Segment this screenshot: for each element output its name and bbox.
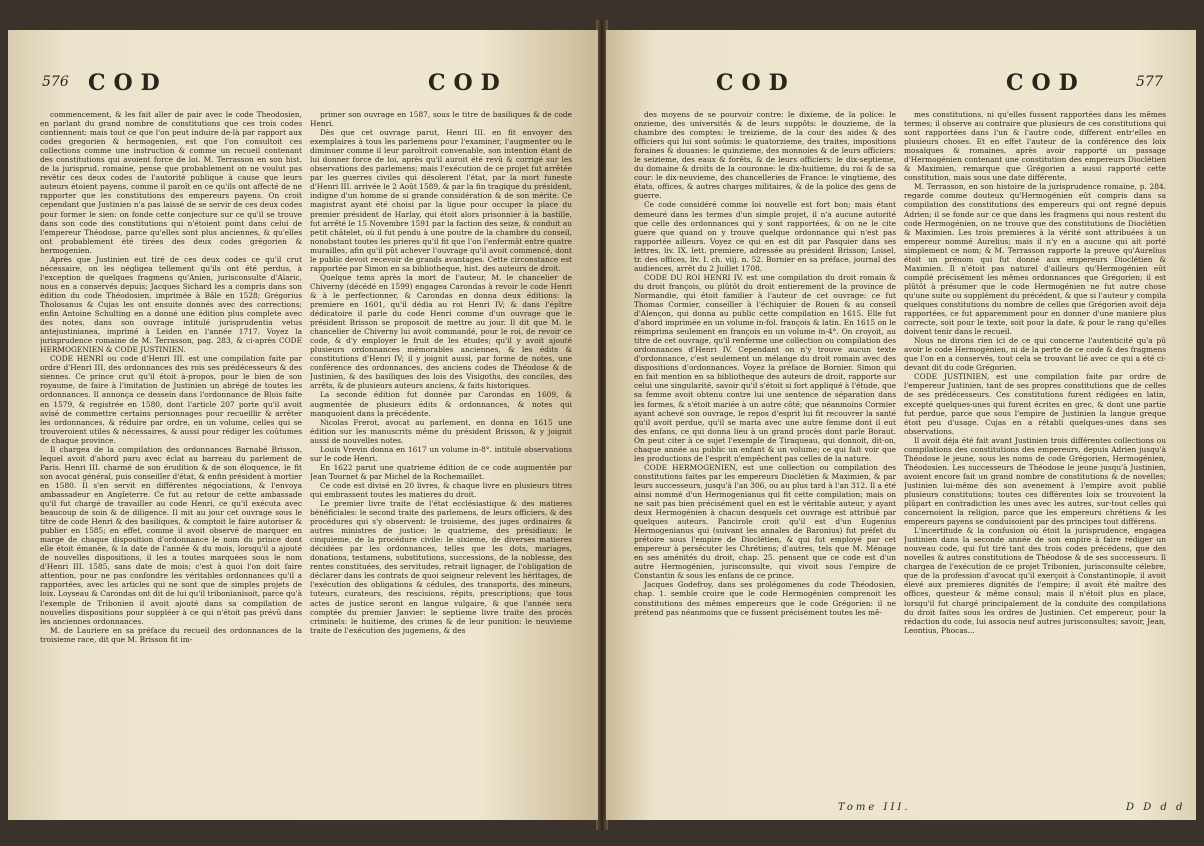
paragraph: CODE HERMOGENIEN, est une collection ou compilation des constitutions faites par les empereurs Dioclétien & Maximien, & par leurs successeurs, jusqu'à l'an 306, ou au plus tard à l'an 312. Il a été ainsi nommé d'un Hermogenianus qui fit cette compilation; mais on ne sait pas bien précisément quel en est le véritable auteur, y ayant deux Hermogénien à chacun desquels cet ouvrage est attribué par quelques auteurs. Pancirole croit qu'il est d'un Eugenius Hermogenianus qui (suivant les annales de Baronius) fut préfet du prétoire sous l'empire de Dioclétien, & qui fut employé par cet empereur à persécuter les Chrétiens; d'autres, tels que M. Ménage en ses aménités du droit, chap. 25. pensent que ce code est d'un autre Hermogénien, jurisconsulte, qui vivoit sous l'empire de Constantin & sous les enfans de ce prince. xyxy=(634,462,896,581)
paragraph: CODE HENRI ou code d'Henri III. est une compilation faite par ordre d'Henri III, des ordonnances des rois ses prédécesseurs & des siennes. Ce prince crut qu'il étoit à-propos, pour le bien de son royaume, de faire à l'imitation de Justinien un abrégé de toutes les ordonnances. Il annonça ce dessein dans l'ordonnance de Blois faite en 1579, & registrée en 1580, dont l'article 207 porte qu'il avoit avisé de commettre certains personnages pour recueillir & arrêter les ordonnances, & réduire par ordre, en un volume, celles qui se trouveroient utiles & nécessaires, & aussi pour rédiger les coûtumes de chaque province. xyxy=(40,354,302,445)
paragraph: mes constitutions, ni qu'elles fussent rapportées dans les mêmes termes; il observe au contraire que plusieurs de ces constitutions qui sont rapportées dans l'un & l'autre code, different entr'elles en plusieurs choses. Et en effet l'auteur de la conférence des loix mosaïques & romaines, après avoir rapporté un passage d'Hermogénien contenant une constitution des empereurs Dioclétien & Maximien, remarque que Grégorien a aussi rapporté cette constitution, mais sous une date différente. xyxy=(904,110,1166,183)
left-running-head-1: COD xyxy=(88,70,168,96)
paragraph: Louis Vrevin donna en 1617 un volume in-8°. intitulé observations sur le code Henri. xyxy=(310,444,572,463)
left-page xyxy=(8,30,598,820)
paragraph: Ce code considéré comme loi nouvelle est fort bon; mais étant demeuré dans les termes d'un simple projet, il n'a aucune autorité que celle des ordonnances qui y sont rapportées, & on ne le cite guere que quand on y trouve quelque ordonnance qui n'est pas rapportée ailleurs. Voyez ce qui en est dit par Pasquier dans ses lettres, liv. IX. lett. premiere, adressée au président Brisson; Loisel, tr. des offices, liv. I. ch. viij. n. 52. Bornier en sa préface, journal des audiences, arrêt du 2 Juillet 1708. xyxy=(634,200,896,273)
signature-mark: D D d d xyxy=(1126,802,1186,813)
paragraph: Jacques Godefroy, dans ses prolégomenes du code Théodosien, chap. 1. semble croire que le code Hermogénien comprenoit les constitutions des mêmes empereurs que le code Grégorien: il ne prétend pas néanmoins que ce fussent précisément toutes les mê- xyxy=(634,580,896,617)
paragraph: En 1622 parut une quatrieme édition de ce code augmentée par Jean Tournet & par Michel de la Rochemaillet. xyxy=(310,462,572,481)
right-running-head-2: COD xyxy=(1006,70,1086,96)
paragraph: Nous ne dirons rien ici de ce qui concerne l'autenticité qu'a pû avoir le code Hermogénien, ni de la perte de ce code & des fragmens que l'on en a conservés, tout cela se trouvant lié avec ce qui a été ci-devant dit du code Grégorien. xyxy=(904,336,1166,373)
paragraph: M. Terrasson, en son histoire de la jurisprudence romaine, p. 284. regarde comme douteux qu'Hermogénien eût compris dans sa compilation des constitutions des empereurs qui ont regné depuis Adrien; il se fonde sur ce que dans les fragmens qui nous restent du code Hermogénien, on ne trouve que des constitutions de Dioclétien & Maximien. Les trois premieres à la vérité sont attribuées à un empereur nommé Aurelius; mais il n'y en a aucune qui ait porté simplement ce nom; & M. Terrasson rapporte la preuve qu'Aurelius étoit un prénom qui fut donné aux empereurs Dioclétien & Maximien. Il n'étoit pas naturel d'ailleurs qu'Hermogénien eût compilé précisément les mêmes ordonnances que Grégorien; il est plûtôt à présumer que le code Hermogénien ne fut autre chose qu'une suite ou supplément du précédent, & que si l'auteur y compila quelques constitutions du nombre de celles que Grégorien avoit déja rapportées, ce fut apparemment pour en donner d'une maniere plus correcte, soit pour le texte, soit pour la date, & pour le rang qu'elles doivent tenir dans le recueil. xyxy=(904,182,1166,337)
paragraph: CODE JUSTINIEN, est une compilation faite par ordre de l'empereur Justinien, tant de ses propres constitutions que de celles de ses prédécesseurs. Ces constitutions furent rédigées en latin, excepté quelques-unes qui furent écrites en grec, & dont une partie fut perdue, parce que sous l'empire de Justinien la langue greque étoit peu d'usage. Cujas en a rétabli quelques-unes dans ses observations. xyxy=(904,372,1166,436)
right-column-2 xyxy=(904,110,1166,810)
right-running-head-1: COD xyxy=(716,70,796,96)
paragraph: des moyens de se pourvoir contre: le dixieme, de la police: le onzieme, des universités & de leurs suppôts: le douzieme, de la chambre des comptes: le treizieme, de la cour des aides & des officiers qui lui sont soûmis: le quatorzieme, des traites, impositions foraines & douanes: le quinzieme, des monnoies & de leurs officiers: le seizieme, des eaux & forêts, & de leurs officiers: le dix-septieme, du domaine & droits de la couronne: le dix-huitieme, du roi & de sa cour: le dix-neuvieme, des chancelleries de France: le vingtieme, des états, offices, & autres charges militaires, & de la police des gens de guerre. xyxy=(634,110,896,201)
left-column-1 xyxy=(40,110,302,810)
footer-volume: Tome III. xyxy=(838,802,911,813)
paragraph: Il chargea de la compilation des ordonnances Barnabé Brisson, lequel avoit d'abord paru avec éclat au barreau du parlement de Paris. Henri III. charmé de son érudition & de son éloquence, le fit son avocat général, puis conseiller d'état, & enfin président à mortier en 1580. Il s'en servit en différentes négociations, & l'envoya ambassadeur en Angleterre. Ce fut au retour de cette ambassade qu'il fut chargé de travailler au code Henri, ce qu'il exécuta avec beaucoup de soin & de diligence. Il mit au jour cet ouvrage sous le titre de code Henri & des basiliques, & comptoit le faire autoriser & publier en 1585; en effet, comme il avoit observé de marquer en marge de chaque disposition d'ordonnance le nom du prince dont elle étoit émanée, & la date de l'année & du mois, lorsqu'il a ajouté de nouvelles dispositions, il les a toutes marquées sous le nom d'Henri III. 1585, sans date de mois; c'est à quoi l'on doit faire attention, pour ne pas confondre les véritables ordonnances qu'il a rapportées, avec les articles qui ne sont que de simples projets de loix. Loyseau & Carondas ont dit de lui qu'il tribonianisoit, parce qu'à l'exemple de Tribonien il avoit ajouté dans sa compilation de nouvelles dispositions pour suppléer à ce qui n'étoit pas prévû dans les anciennes ordonnances. xyxy=(40,444,302,626)
left-column-2 xyxy=(310,110,572,810)
paragraph: primer son ouvrage en 1587, sous le titre de basiliques & de code Henri. xyxy=(310,110,572,129)
right-page xyxy=(606,30,1196,820)
paragraph: CODE DU ROI HENRI IV. est une compilation du droit romain & du droit françois, ou plûtôt du droit entierement de la province de Normandie, qui étoit familier à l'auteur de cet ouvrage: ce fut Thomas Cormier, conseiller à l'échiquier de Rouen & au conseil d'Alençon, qui donna au public cette compilation en 1615. Elle fut d'abord imprimée en un volume in-fol. françois & latin. En 1615 on le réimprima seulement en françois en un volume in-4°. On croyoit, au titre de cet ouvrage, qu'il renferme une collection ou compilation des ordonnances d'Henri IV. Cependant on n'y trouve aucun texte d'ordonnance, c'est seulement un mélange du droit romain avec des dispositions d'ordonnances. Voyez la préface de Bornier. Simon qui en fait mention en sa bibliotheque des auteurs de droit, rapporte sur celui une singularité, savoir qu'il s'étoit si fort appliqué à l'étude, que sa femme avoit obtenu contre lui une sentence de séparation dans les formes, & s'étoit mariée à un autre côté; que néanmoins Cormier ayant achevé son ouvrage, le repos d'esprit lui fit recouvrer la santé qu'il avoit perdue, qu'il se maria avec une autre femme dont il eut des enfans, ce qui donna lieu à un grand procès dont parle Boraut. On peut citer à ce sujet l'exemple de Tiraqueau, qui donnoit, dit-on, chaque année au public un enfant & un volume; ce qui fait voir que les productions de l'esprit n'empêchent pas celles de la nature. xyxy=(634,272,896,463)
right-column-1 xyxy=(634,110,896,810)
paragraph: La seconde édition fut donnée par Carondas en 1609, & augmentée de plusieurs édits & ordonnances, & notes qui manquoient dans la précédente. xyxy=(310,390,572,418)
left-running-head-2: COD xyxy=(428,70,508,96)
left-page-number: 576 xyxy=(42,74,69,90)
paragraph: Après que Justinien eut tiré de ces deux codes ce qu'il crut nécessaire, on les négligea tellement qu'ils ont été perdus, à l'exception de quelques fragmens qu'Anien, jurisconsulte d'Alaric, nous en a conservés depuis; Jacques Sichard les a compris dans son édition du code Théodosien, imprimée à Bâle en 1528; Grégorius Tholosanus & Cujas les ont ensuite donnés avec des corrections; enfin Antoine Schulting en a donné une édition plus complete avec des notes, dans son ouvrage intitulé jurisprudentia vetus antejustinianea, imprimé à Leiden en l'année 1717. Voyez la jurisprudence romaine de M. Terrasson, pag. 283, & ci-après CODE HERMOGENIEN & CODE JUSTINIEN. xyxy=(40,254,302,355)
paragraph: Il avoit déja été fait avant Justinien trois différentes collections ou compilations des constitutions des empereurs, depuis Adrien jusqu'à Théodose le jeune, sous les noms de code Grégorien, Hermogénien, Théodosien. Les successeurs de Théodose le jeune jusqu'à Justinien, avoient encore fait un grand nombre de constitutions & de novelles; Justinien lui-même dès son avenement à l'empire avoit publié plusieurs constitutions; toutes ces différentes loix se trouvoient la plûpart en contradiction les unes avec les autres, sur-tout celles qui concernoient la religion, parce que les empereurs chrétiens & les empereurs payens se conduisoient par des principes tout différens. xyxy=(904,435,1166,527)
right-page-number: 577 xyxy=(1136,74,1163,90)
paragraph: Dès que cet ouvrage parut, Henri III. en fit envoyer des exemplaires à tous les parlemens pour l'examiner, l'augmenter ou le diminuer comme il leur paroîtroit convenable, son intention étant de lui donner force de loi, après qu'il auroit été revû & corrigé sur les observations des parlemens; mais l'exécution de ce projet fut arrêtée par les guerres civiles qui désolerent l'état, par la mort funeste d'Henri III. arrivée le 2 Août 1589, & par la fin tragique du président, indigne d'un homme de si grande considération & de son mérite. Ce magistrat ayant été choisi par la ligue pour occuper la place du premier président de Harlay, qui étoit alors prisonnier à la bastille, fut arrêté le 15 Novembre 1591 par la faction des seize, & conduit au petit châtelet, où il fut pendu à une poutre de la chambre du conseil, nonobstant toutes les prieres qu'il fit que l'on l'enfermât entre quatre murailles, afin qu'il pût achever l'ouvrage qu'il avoit commencé, dont le public devoit recevoir de grands avantages. Cette circonstance est rapportée par Simon en sa bibliotheque, hist. des auteurs de droit. xyxy=(310,128,572,273)
paragraph: Ce code est divisé en 20 livres, & chaque livre en plusieurs titres qui embrassent toutes les matieres du droit. xyxy=(310,480,572,499)
paragraph: commencement, & les fait aller de pair avec le code Theodosien, en parlant du grand nombre de constitutions que ces trois codes contiennent: mais tout ce que l'on peut induire de-là par rapport aux codes gregorien & hermogenien, est que l'on consultoit ces collections comme une instruction & comme un recueil contenant des constitutions qui avoient force de loi. M. Terrasson en son hist. de la jurisprud. romaine, pense que probablement on ne voulut pas revêtir ces deux codes de l'autorité publique à cause que leurs auteurs étoient payens, comme il paroît en ce qu'ils ont affecté de ne rapporter que les constitutions des empereurs payens. On croit cependant que Justinien n'a pas laissé de se servir de ces deux codes pour former le sien: on fonde cette conjecture sur ce qu'il se trouve dans son code des constitutions qui n'étoient point dans celui de l'empereur Théodose, parce qu'elles sont plus anciennes, & qu'elles ont probablement été tirées des deux codes grégorien & hermogenien. xyxy=(40,110,302,255)
paragraph: Nicolas Frerot, avocat au parlement, en donna en 1615 une édition sur les manuscrits même du président Brisson, & y joignit aussi de nouvelles notes. xyxy=(310,417,572,445)
paragraph: Le premier livre traite de l'état ecclésiastique & des matieres bénéficiales: le second traite des parlemens, de leurs officiers, & des procédures qui s'y observent: le troisieme, des juges ordinaires & autres ministres de justice: le quatrieme, des présidiaux: le cinquieme, de la procédure civile: le sixieme, de diverses matieres décidées par les ordonnances, telles que les dots, mariages, donations, testamens, substitutions, successions, de la noblesse, des rentes constituées, des servitudes, retrait lignager, de l'obligation de déclarer dans les contrats de quoi seigneur relevent les héritages, de l'exécution des obligations & cédules, des transports, des mineurs, tuteurs, curateurs, des rescisions, répits, prescriptions; que tous actes de justice seront en langue vulgaire, & que l'année sera comptée du premier Janvier: le septieme livre traite des procès criminels: le huitieme, des crimes & de leur punition: le neuvieme traite de l'exécution des jugemens, & des xyxy=(310,499,572,635)
paragraph: Quelque tems après la mort de l'auteur, M. le chancelier de Chiverny (décédé en 1599) engagea Carondas à revoir le code Henri & à le perfectionner, & Carondas en donna deux éditions: la premiere en 1601, qu'il dédia au roi Henri IV; & dans l'épître dédicatoire il parle du code Henri comme d'un ouvrage que le président Brisson se proposoit de mettre au jour. Il dit que M. le chancelier de Chiverny lui avoit commandé, pour le roi, de revoir ce code, & d'y employer le fruit de les études; qu'il y avoit ajouté plusieurs ordonnances mémorables anciennes, & les édits & constitutions d'Henri IV; il y joignit aussi, par forme de notes, une conférence des ordonnances, des anciens codes de Théodose & de Justinien, & des basiliques des lois des Visigoths, des conciles, des arrêts, & de plusieurs auteurs anciens, & faits historiques. xyxy=(310,272,572,391)
paragraph: L'incertitude & la confusion où étoit la jurisprudence, engagea Justinien dans la seconde année de son empire à faire rédiger un nouveau code, qui fut tiré tant des trois codes précédens, que des novelles & autres constitutions de Théodose & de ses successeurs. Il chargea de l'exécution de ce projet Tribonien, jurisconsulte célebre, que de la profession d'avocat qu'il exerçoit à Constantinople, il avoit élevé aux premieres dignités de l'empire; il avoit été maître des offices, questeur & même consul; mais il n'étoit plus en place, lorsqu'il fut chargé principalement de la conduite des compilations du droit faites sous les ordres de Justinien. Cet empereur, pour la rédaction du code, lui associa neuf autres jurisconsultes; savoir, Jean, Leontius, Phocas... xyxy=(904,526,1166,635)
paragraph: M. de Lauriere en sa préface du recueil des ordonnances de la troisieme race, dit que M. Brisson fit im- xyxy=(40,625,302,644)
